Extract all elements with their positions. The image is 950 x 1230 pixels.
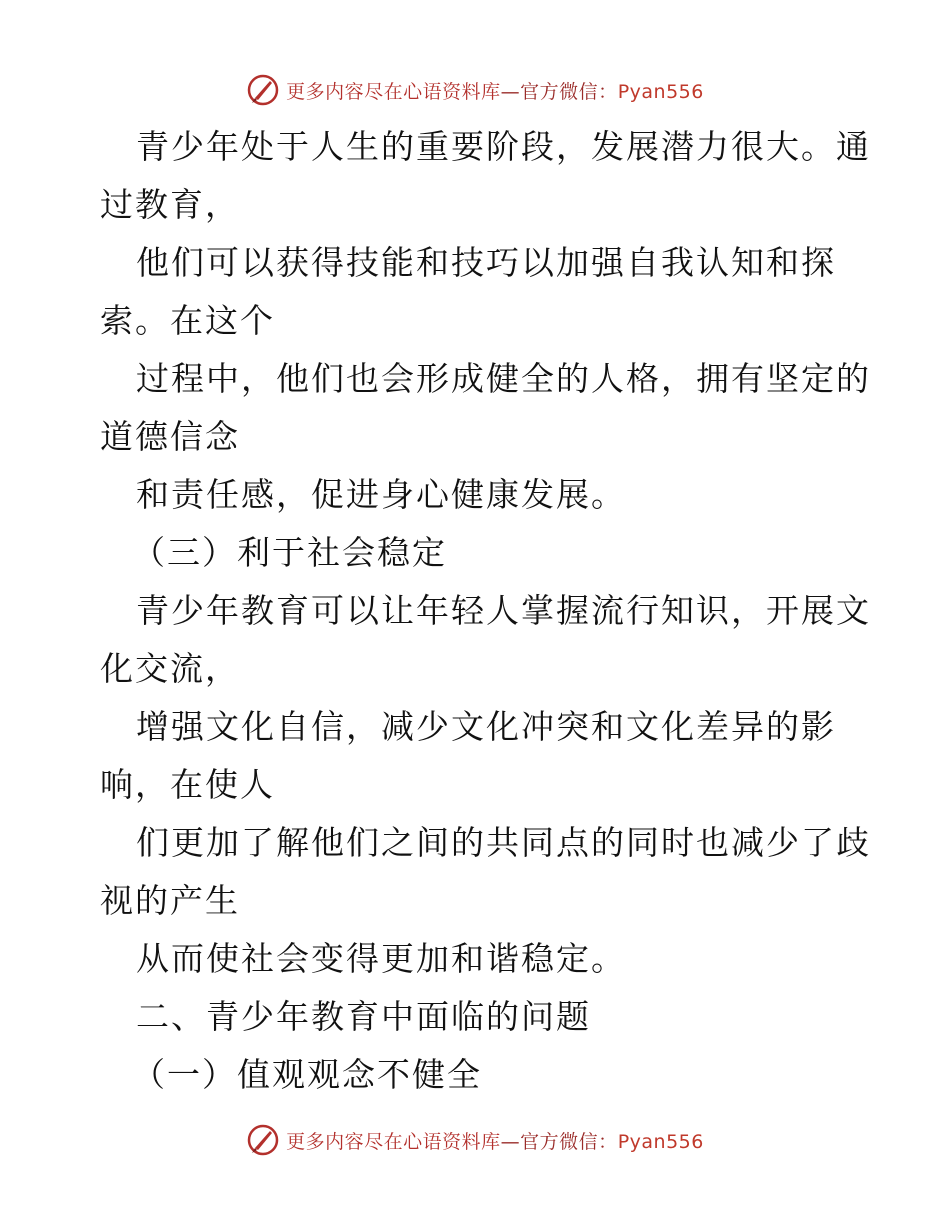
paragraph-line: 从而使社会变得更加和谐稳定。 <box>136 939 626 978</box>
footer-banner <box>0 1120 950 1160</box>
quill-logo-icon <box>246 1123 280 1157</box>
banner-label <box>286 1127 704 1154</box>
paragraph-line: 青少年处于人生的重要阶段，发展潜力很大。通 <box>136 127 871 166</box>
banner-slogan: 更多内容尽在心语资料库 <box>286 1130 501 1153</box>
header-banner <box>0 70 950 110</box>
paragraph-line: 过程中，他们也会形成健全的人格，拥有坚定的 <box>136 359 871 398</box>
paragraph-line: 过教育， <box>100 185 240 224</box>
banner-dash: — <box>500 1130 521 1153</box>
quill-logo-icon <box>246 73 280 107</box>
subsection-heading: （一）值观观念不健全 <box>132 1055 482 1094</box>
banner-official-label: 官方微信： <box>520 80 618 103</box>
paragraph-line: 和责任感，促进身心健康发展。 <box>136 475 626 514</box>
paragraph-line: 青少年教育可以让年轻人掌握流行知识，开展文 <box>136 591 871 630</box>
paragraph-line: 们更加了解他们之间的共同点的同时也减少了歧 <box>136 823 871 862</box>
banner-wechat-id: Pyan556 <box>617 80 704 103</box>
paragraph-line: 增强文化自信，减少文化冲突和文化差异的影 <box>136 707 836 746</box>
banner-wechat-id: Pyan556 <box>617 1130 704 1153</box>
banner-official-label: 官方微信： <box>520 1130 618 1153</box>
paragraph-line: 化交流， <box>100 649 240 688</box>
section-heading: 二、青少年教育中面临的问题 <box>136 997 591 1036</box>
section-heading: （三）利于社会稳定 <box>132 533 447 572</box>
paragraph-line: 视的产生 <box>100 881 240 920</box>
paragraph-line: 索。在这个 <box>100 301 275 340</box>
paragraph-line: 道德信念 <box>100 417 240 456</box>
paragraph-line: 响，在使人 <box>100 765 275 804</box>
banner-label <box>286 77 704 104</box>
document-body <box>100 118 871 1104</box>
banner-dash: — <box>500 80 521 103</box>
paragraph-line: 他们可以获得技能和技巧以加强自我认知和探 <box>136 243 836 282</box>
banner-slogan: 更多内容尽在心语资料库 <box>286 80 501 103</box>
